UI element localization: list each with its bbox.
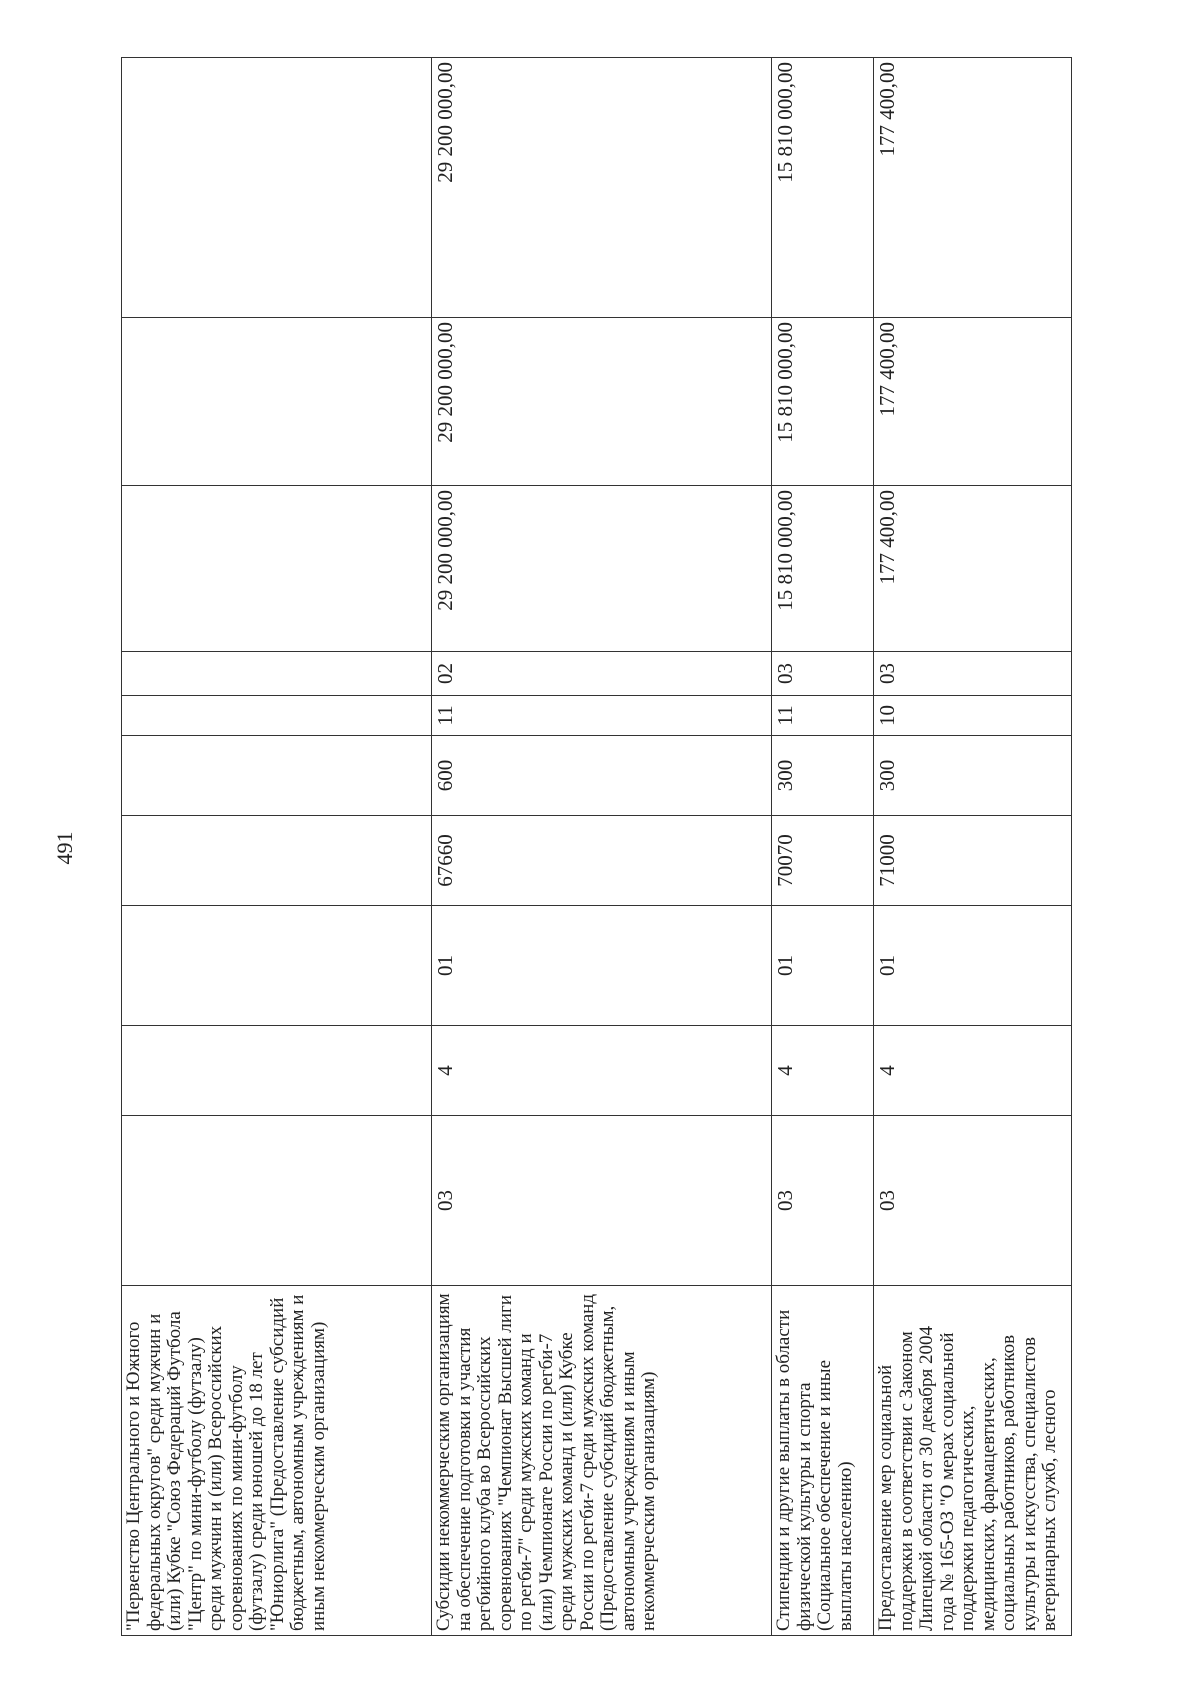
row-description: Субсидии некоммерческим организациям на обеспечение подготовки и участия регбийного клуба во Всероссийских соревнованиях "Чемпионат Высшей лиги по регби-7" среди мужских команд и (или) Чемпионате России по регби-7 среди мужских команд и (или) Кубке России по регби-7 среди мужских команд (Предоставление субсидий бюджетным, автономным учреждениям и иным некоммерческим организациям) bbox=[432, 1286, 772, 1636]
podrazdel-code bbox=[122, 652, 432, 696]
amount-year-1: 177 400,00 bbox=[874, 486, 1072, 652]
program-code: 4 bbox=[772, 1026, 874, 1116]
row-description: Стипендии и другие выплаты в области физической культуры и спорта (Социальное обеспечение и иные выплаты населению) bbox=[772, 1286, 874, 1636]
podrazdel-code: 03 bbox=[874, 652, 1072, 696]
expense-type-code bbox=[122, 736, 432, 816]
subprogram-code: 01 bbox=[874, 906, 1072, 1026]
razdel-code: 11 bbox=[772, 696, 874, 736]
direction-code: 71000 bbox=[874, 816, 1072, 906]
program-code: 4 bbox=[432, 1026, 772, 1116]
program-code: 4 bbox=[874, 1026, 1072, 1116]
expense-type-code: 300 bbox=[772, 736, 874, 816]
amount-year-2: 177 400,00 bbox=[874, 318, 1072, 486]
table-row bbox=[772, 58, 874, 1636]
section-code: 03 bbox=[772, 1116, 874, 1286]
subprogram-code: 01 bbox=[432, 906, 772, 1026]
amount-year-3: 177 400,00 bbox=[874, 58, 1072, 318]
direction-code bbox=[122, 816, 432, 906]
section-code: 03 bbox=[432, 1116, 772, 1286]
section-code bbox=[122, 1116, 432, 1286]
amount-year-1: 15 810 000,00 bbox=[772, 486, 874, 652]
amount-year-1: 29 200 000,00 bbox=[432, 486, 772, 652]
podrazdel-code: 03 bbox=[772, 652, 874, 696]
section-code: 03 bbox=[874, 1116, 1072, 1286]
expense-type-code: 300 bbox=[874, 736, 1072, 816]
expense-type-code: 600 bbox=[432, 736, 772, 816]
page-number: 491 bbox=[52, 831, 77, 865]
row-description: Предоставление мер социальной поддержки в соответствии с Законом Липецкой области от 30 декабря 2004 года № 165-ОЗ "О мерах социальной поддержки педагогических, медицинских, фармацевтических, социальных работников, работников культуры и искусства, специалистов ветеринарных служб, лесного bbox=[874, 1286, 1072, 1636]
podrazdel-code: 02 bbox=[432, 652, 772, 696]
amount-year-2: 29 200 000,00 bbox=[432, 318, 772, 486]
table-row bbox=[122, 58, 432, 1636]
razdel-code: 10 bbox=[874, 696, 1072, 736]
budget-table-rotated bbox=[121, 58, 1071, 1636]
amount-year-3: 29 200 000,00 bbox=[432, 58, 772, 318]
row-description: "Первенство Центрального и Южного федеральных округов" среди мужчин и (или) Кубке "Союз Федераций Футбола "Центр" по мини-футболу (футзалу) среди мужчин и (или) Всероссийских соревнованиях по мини-футболу (футзалу) среди юношей до 18 лет "Юниорлига" (Предоставление субсидий бюджетным, автономным учреждениям и иным некоммерческим организациям) bbox=[122, 1286, 432, 1636]
razdel-code: 11 bbox=[432, 696, 772, 736]
direction-code: 70070 bbox=[772, 816, 874, 906]
amount-year-3 bbox=[122, 58, 432, 318]
amount-year-2 bbox=[122, 318, 432, 486]
program-code bbox=[122, 1026, 432, 1116]
amount-year-3: 15 810 000,00 bbox=[772, 58, 874, 318]
budget-table bbox=[121, 57, 1072, 1636]
table-row bbox=[874, 58, 1072, 1636]
table-row bbox=[432, 58, 772, 1636]
subprogram-code bbox=[122, 906, 432, 1026]
amount-year-1 bbox=[122, 486, 432, 652]
direction-code: 67660 bbox=[432, 816, 772, 906]
amount-year-2: 15 810 000,00 bbox=[772, 318, 874, 486]
razdel-code bbox=[122, 696, 432, 736]
subprogram-code: 01 bbox=[772, 906, 874, 1026]
